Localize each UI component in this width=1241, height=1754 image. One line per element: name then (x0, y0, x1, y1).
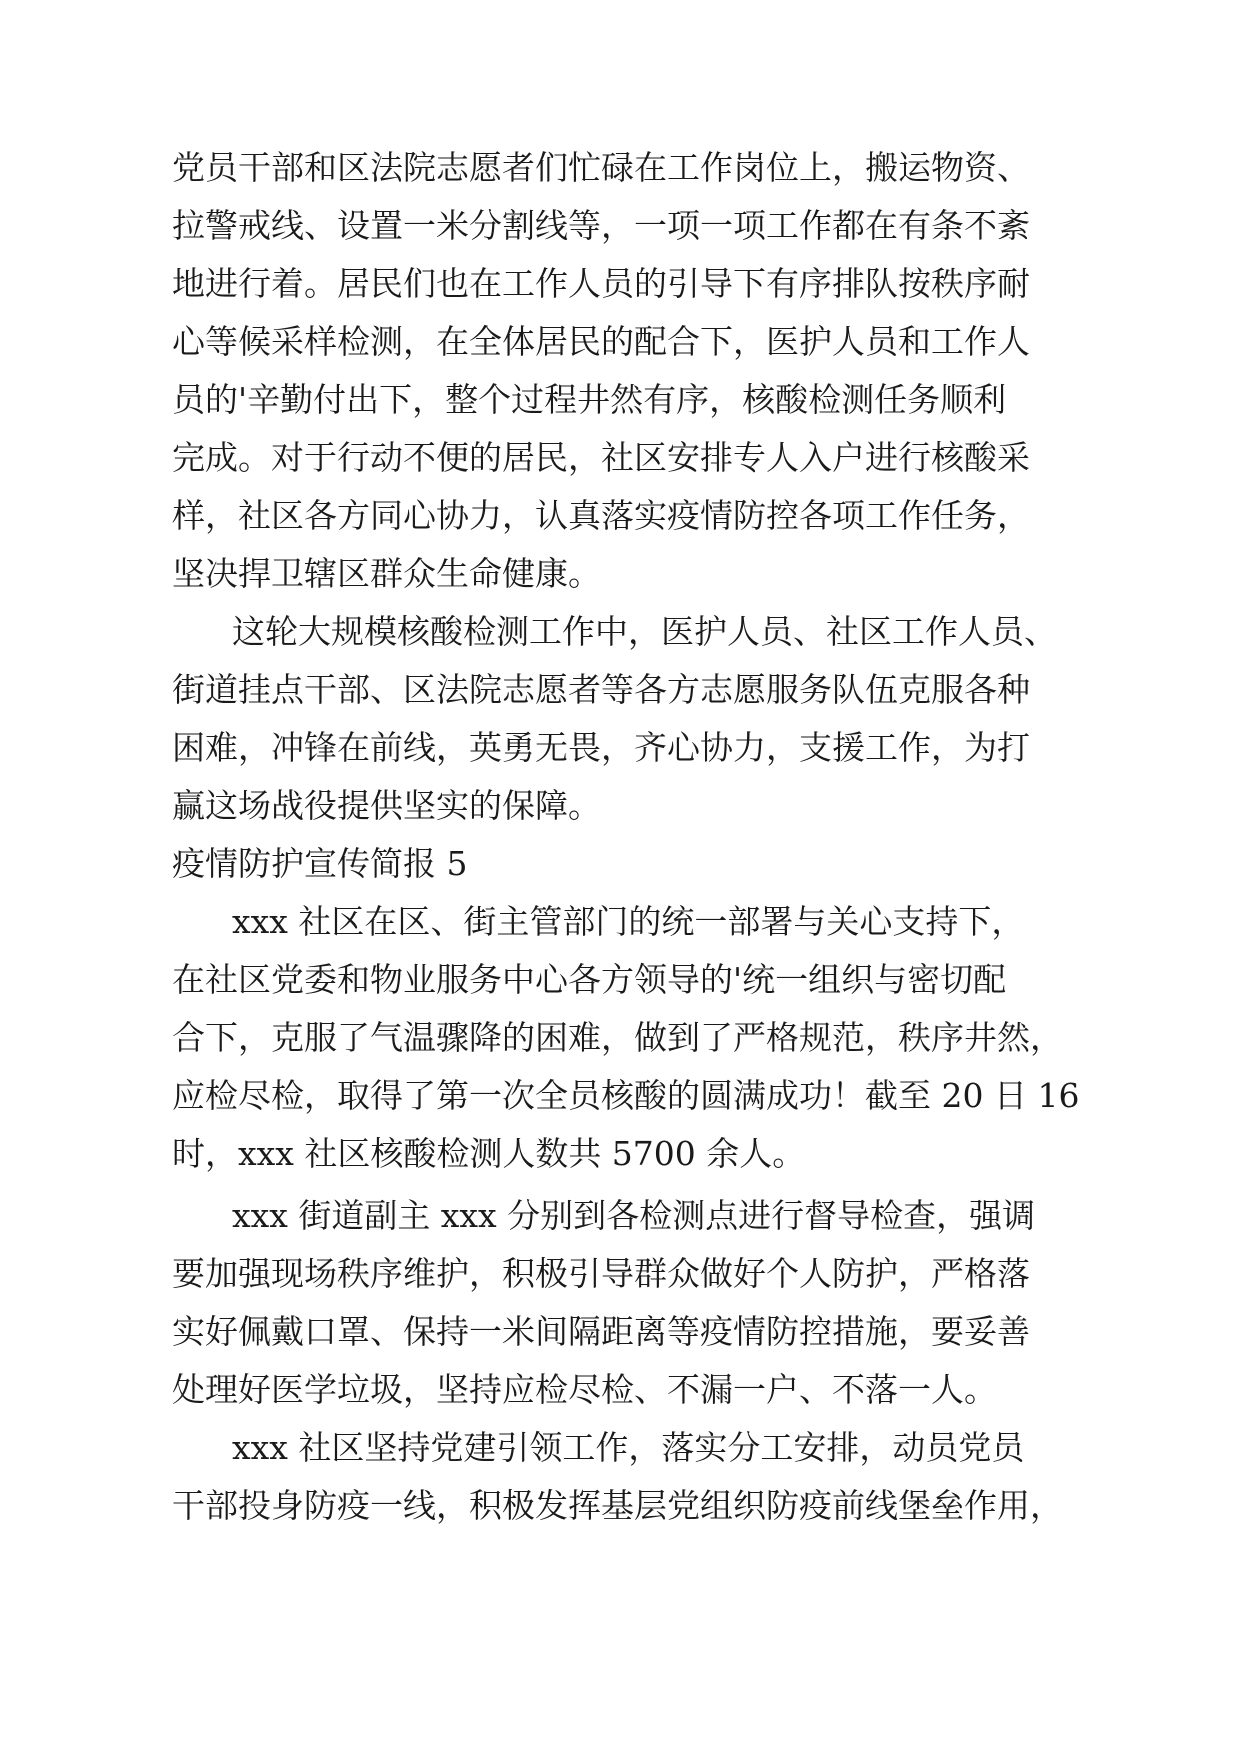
text-line: 赢这场战役提供坚实的保障。 (172, 786, 601, 825)
text-line: 拉警戒线、设置一米分割线等，一项一项工作都在有条不紊 (172, 206, 1030, 245)
text-line: xxx 社区坚持党建引领工作，落实分工安排，动员党员 (232, 1428, 1025, 1467)
text-line: 在社区党委和物业服务中心各方领导的'统一组织与密切配 (172, 960, 1007, 999)
text-line: 合下，克服了气温骤降的困难，做到了严格规范，秩序井然， (172, 1018, 1063, 1057)
text-line: 街道挂点干部、区法院志愿者等各方志愿服务队伍克服各种 (172, 670, 1030, 709)
text-line: 员的'辛勤付出下，整个过程井然有序，核酸检测任务顺利 (172, 380, 1007, 419)
text-line: 处理好医学垃圾，坚持应检尽检、不漏一户、不落一人。 (172, 1370, 997, 1409)
text-line: 这轮大规模核酸检测工作中，医护人员、社区工作人员、 (232, 612, 1057, 651)
text-line: 应检尽检，取得了第一次全员核酸的圆满成功！截至 20 日 16 (172, 1076, 1080, 1115)
text-line: 心等候采样检测，在全体居民的配合下，医护人员和工作人 (172, 322, 1030, 361)
text-line: 党员干部和区法院志愿者们忙碌在工作岗位上，搬运物资、 (172, 148, 1030, 187)
text-line: 坚决捍卫辖区群众生命健康。 (172, 554, 601, 593)
text-line: 实好佩戴口罩、保持一米间隔距离等疫情防控措施，要妥善 (172, 1312, 1030, 1351)
section-title: 疫情防护宣传简报 5 (172, 844, 468, 883)
text-line: 地进行着。居民们也在工作人员的引导下有序排队按秩序耐 (172, 264, 1030, 303)
text-line: 时，xxx 社区核酸检测人数共 5700 余人。 (172, 1134, 806, 1173)
text-line: xxx 街道副主 xxx 分别到各检测点进行督导检查，强调 (232, 1196, 1036, 1235)
text-line: 样，社区各方同心协力，认真落实疫情防控各项工作任务， (172, 496, 1030, 535)
text-line: xxx 社区在区、街主管部门的统一部署与关心支持下， (232, 902, 1025, 941)
text-line: 困难，冲锋在前线，英勇无畏，齐心协力，支援工作，为打 (172, 728, 1030, 767)
text-line: 完成。对于行动不便的居民，社区安排专人入户进行核酸采 (172, 438, 1030, 477)
text-line: 要加强现场秩序维护，积极引导群众做好个人防护，严格落 (172, 1254, 1030, 1293)
text-line: 干部投身防疫一线，积极发挥基层党组织防疫前线堡垒作用， (172, 1486, 1063, 1525)
